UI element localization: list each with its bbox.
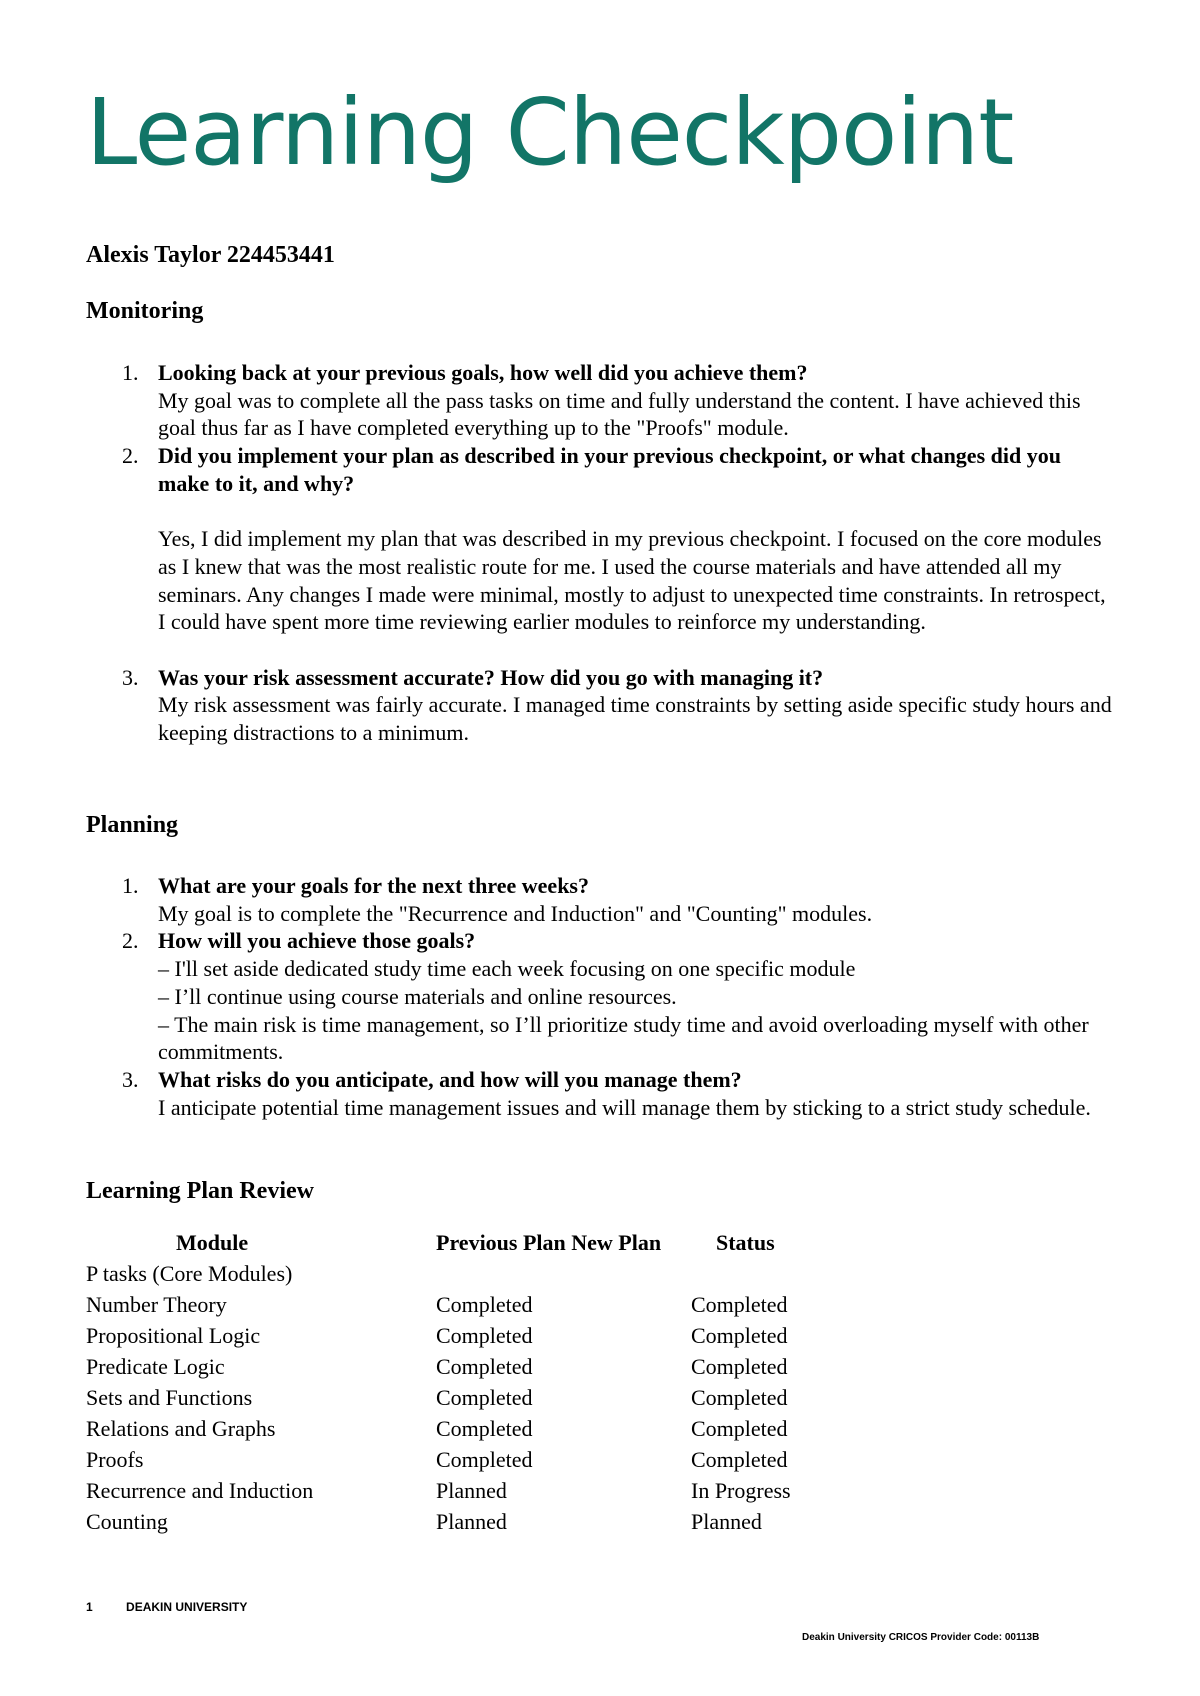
table-row: Relations and Graphs Completed Completed bbox=[86, 1416, 788, 1441]
answer: My goal was to complete all the pass tasks on time and fully understand the content. I have achieved this goal thus far as I have completed everything up to the "Proofs" module. bbox=[158, 387, 1081, 441]
list-item: 1. What are your goals for the next three weeks? My goal is to complete the "Recurrence and Induction" and "Counting" modules. bbox=[86, 872, 1116, 927]
question: What risks do you anticipate, and how will you manage them? bbox=[158, 1066, 742, 1092]
col-module: Module bbox=[176, 1230, 249, 1255]
list-item: 2. How will you achieve those goals? – I'll set aside dedicated study time each week focusing on one specific module – I’ll continue using course materials and online resources. – The main risk is time management, so I’ll prioritize study time and avoid overloading myself with other commitments. bbox=[86, 927, 1116, 1066]
answer: Yes, I did implement my plan that was described in my previous checkpoint. I focused on the core modules as I knew that was the most realistic route for me. I used the course materials and have attended all my seminars. Any changes I made were minimal, mostly to adjust to unexpected time constraints. In retrospect, I could have spent more time reviewing earlier modules to reinforce my understanding. bbox=[158, 526, 1106, 635]
col-new-plan: New Plan bbox=[571, 1230, 662, 1255]
answer-line: – I'll set aside dedicated study time each week focusing on one specific module bbox=[158, 956, 856, 982]
page-footer bbox=[86, 1600, 247, 1614]
answer-line: – The main risk is time management, so I’ll prioritize study time and avoid overloading myself with other commitments. bbox=[158, 1011, 1089, 1065]
learning-plan-table bbox=[86, 1227, 896, 1537]
table-row: Proofs Completed Completed bbox=[86, 1447, 788, 1472]
question: What are your goals for the next three weeks? bbox=[158, 873, 589, 898]
table-group-row: P tasks (Core Modules) bbox=[86, 1261, 293, 1286]
question: How will you achieve those goals? bbox=[158, 928, 476, 954]
review-heading: Learning Plan Review bbox=[86, 1178, 314, 1204]
col-previous-plan: Previous Plan bbox=[436, 1230, 566, 1255]
col-status: Status bbox=[716, 1230, 775, 1255]
table-row: Predicate Logic Completed Completed bbox=[86, 1354, 788, 1379]
student-name-id: Alexis Taylor 224453441 bbox=[86, 242, 335, 268]
list-item: 2. Did you implement your plan as described in your previous checkpoint, or what changes did you make to it, and why? Yes, I did implement my plan that was described in my previous checkpoint. I focused on the core modules as I knew that was the most realistic route for me. I used the course materials and have attended all my seminars. Any changes I made were minimal, mostly to adjust to unexpected time constraints. In retrospect, I could have spent more time reviewing earlier modules to reinforce my understanding. bbox=[86, 442, 1116, 664]
answer: I anticipate potential time management issues and will manage them by sticking to a strict study schedule. bbox=[158, 1094, 1091, 1120]
page-number: 1 bbox=[86, 1600, 93, 1614]
question: Was your risk assessment accurate? How did you go with managing it? bbox=[158, 664, 824, 690]
table-header-row bbox=[86, 1227, 896, 1258]
table-row: Counting Planned Planned bbox=[86, 1509, 762, 1534]
table-row: Sets and Functions Completed Completed bbox=[86, 1385, 788, 1410]
table-row: Number Theory Completed Completed bbox=[86, 1292, 788, 1317]
table-row: Recurrence and Induction Planned In Progress bbox=[86, 1478, 791, 1503]
question: Did you implement your plan as described in your previous checkpoint, or what changes did you make to it, and why? bbox=[158, 443, 1061, 496]
planning-heading: Planning bbox=[86, 812, 179, 838]
question: Looking back at your previous goals, how well did you achieve them? bbox=[158, 360, 808, 385]
table-row: Propositional Logic Completed Completed bbox=[86, 1323, 788, 1348]
cricos-code: Deakin University CRICOS Provider Code: 00113B bbox=[802, 1632, 1040, 1643]
answer: My goal is to complete the "Recurrence and Induction" and "Counting" modules. bbox=[158, 900, 873, 926]
page-title: Learning Checkpoint bbox=[86, 79, 1014, 186]
planning-list bbox=[86, 872, 1116, 1121]
answer-line: – I’ll continue using course materials and online resources. bbox=[158, 983, 677, 1009]
footer-org: DEAKIN UNIVERSITY bbox=[126, 1600, 248, 1614]
list-item: 1. Looking back at your previous goals, how well did you achieve them? My goal was to complete all the pass tasks on time and fully understand the content. I have achieved this goal thus far as I have completed everything up to the "Proofs" module. bbox=[86, 359, 1116, 442]
answer: My risk assessment was fairly accurate. I managed time constraints by setting aside specific study hours and keeping distractions to a minimum. bbox=[158, 692, 1112, 746]
monitoring-heading: Monitoring bbox=[86, 298, 204, 324]
monitoring-list bbox=[86, 359, 1116, 747]
list-item: 3. Was your risk assessment accurate? How did you go with managing it? My risk assessment was fairly accurate. I managed time constraints by setting aside specific study hours and keeping distractions to a minimum. bbox=[86, 664, 1116, 747]
list-item: 3. What risks do you anticipate, and how will you manage them? I anticipate potential time management issues and will manage them by sticking to a strict study schedule. bbox=[86, 1066, 1116, 1121]
